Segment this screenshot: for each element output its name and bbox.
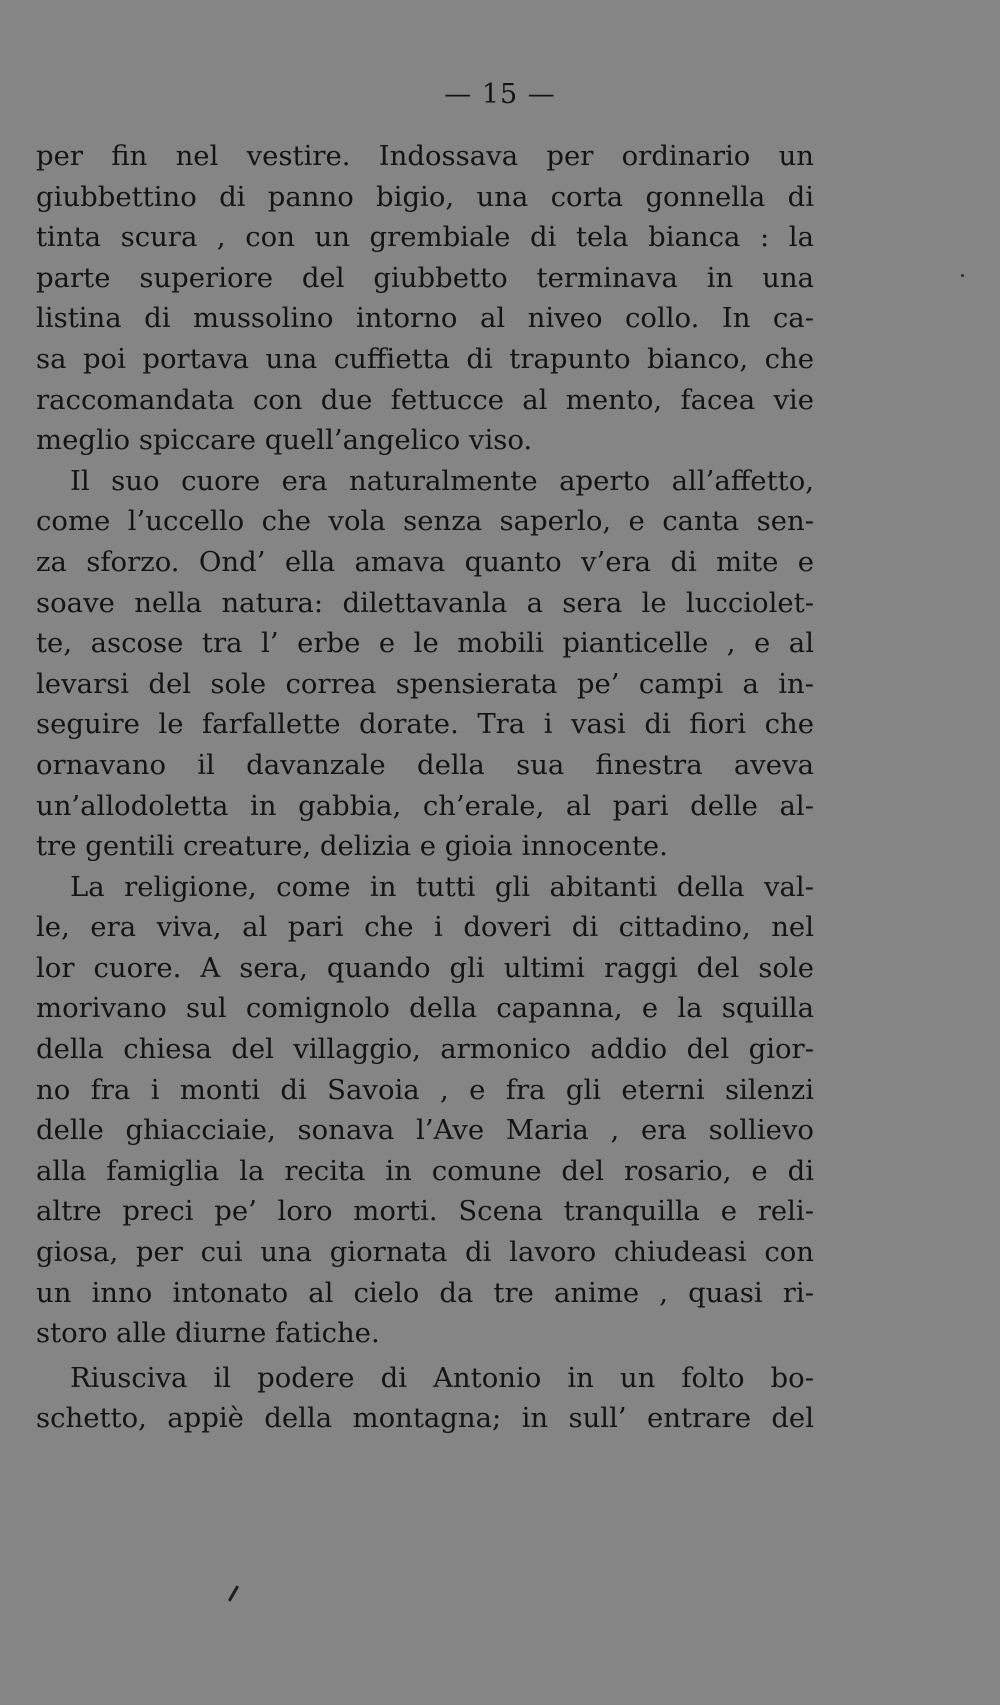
text-line: sa poi portava una cuffietta di trapunto bianco, che: [36, 342, 814, 375]
text-line: come l’uccello che vola senza saperlo, e canta sen-: [36, 505, 814, 538]
text-line: altre preci pe’ loro morti. Scena tranquilla e reli-: [36, 1195, 814, 1228]
text-line: le, era viva, al pari che i doveri di cittadino, nel: [36, 911, 814, 944]
ink-speck: [961, 274, 964, 277]
text-line: seguire le farfallette dorate. Tra i vasi di fiori che: [36, 708, 814, 741]
paragraph-first-line: La religione, come in tutti gli abitanti della val-: [70, 870, 814, 903]
paragraph-first-line: Riusciva il podere di Antonio in un folto bo-: [70, 1361, 814, 1394]
text-line: listina di mussolino intorno al niveo collo. In ca-: [36, 302, 814, 335]
text-line: soave nella natura: dilettavanla a sera le lucciolet-: [36, 586, 814, 619]
text-line: morivano sul comignolo della capanna, e la squilla: [36, 992, 814, 1025]
text-line: tinta scura , con un grembiale di tela bianca : la: [36, 221, 814, 254]
text-line: storo alle diurne fatiche.: [36, 1317, 380, 1350]
text-line: delle ghiacciaie, sonava l’Ave Maria , era sollievo: [36, 1114, 814, 1147]
text-line: un inno intonato al cielo da tre anime , quasi ri-: [36, 1276, 814, 1309]
body-text: [36, 136, 814, 1439]
paragraph-first-line: Il suo cuore era naturalmente aperto all’affetto,: [70, 464, 814, 497]
text-line: tre gentili creature, delizia e gioia innocente.: [36, 830, 668, 863]
text-line: no fra i monti di Savoia , e fra gli eterni silenzi: [36, 1073, 814, 1106]
text-line: lor cuore. A sera, quando gli ultimi raggi del sole: [36, 951, 814, 984]
text-line: giosa, per cui una giornata di lavoro chiudeasi con: [36, 1236, 814, 1269]
text-line: giubbettino di panno bigio, una corta gonnella di: [36, 180, 814, 213]
text-line: ornavano il davanzale della sua finestra aveva: [36, 748, 814, 781]
ink-stroke-mark: [228, 1585, 239, 1601]
text-line: meglio spiccare quell’angelico viso.: [36, 424, 533, 457]
text-line: alla famiglia la recita in comune del rosario, e di: [36, 1154, 814, 1187]
text-line: un’allodoletta in gabbia, ch’erale, al pari delle al-: [36, 789, 814, 822]
text-line: della chiesa del villaggio, armonico addio del gior-: [36, 1033, 814, 1066]
text-line: za sforzo. Ond’ ella amava quanto v’era di mite e: [36, 545, 814, 578]
text-line: raccomandata con due fettucce al mento, facea vie: [36, 383, 814, 416]
text-line: per fin nel vestire. Indossava per ordinario un: [36, 140, 814, 172]
text-line: parte superiore del giubbetto terminava in una: [36, 261, 814, 294]
text-line: schetto, appiè della montagna; in sull’ entrare del: [36, 1402, 814, 1435]
page-number: — 15 —: [444, 79, 556, 110]
text-line: te, ascose tra l’ erbe e le mobili pianticelle , e al: [36, 627, 814, 660]
text-line: levarsi del sole correa spensierata pe’ campi a in-: [36, 667, 814, 700]
